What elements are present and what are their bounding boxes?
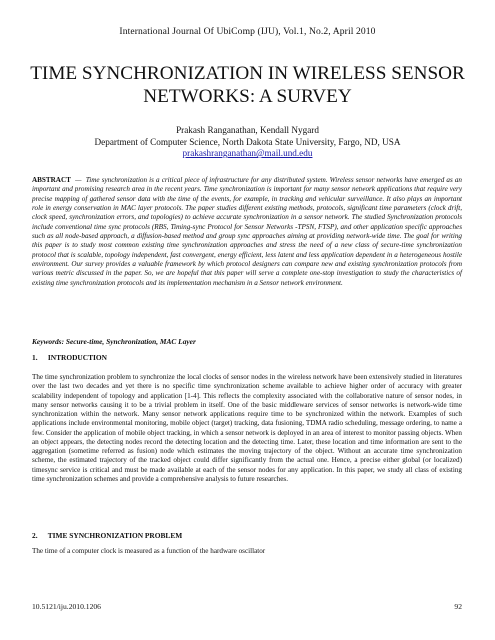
author-names: Prakash Ranganathan, Kendall Nygard	[176, 125, 319, 135]
author-affiliation: Department of Computer Science, North Dakota State University, Fargo, ND, USA	[94, 136, 401, 147]
author-block	[0, 125, 495, 160]
section-title: TIME SYNCHRONIZATION PROBLEM	[47, 531, 183, 540]
author-email-link[interactable]: prakashranganathan@mail.und.edu	[182, 148, 313, 159]
footer-doi: 10.5121/iju.2010.1206	[32, 602, 101, 611]
section-heading-introduction	[32, 353, 107, 362]
section-body-time-sync-problem: The time of a computer clock is measured as a function of the hardware oscillator	[32, 547, 266, 555]
keywords: Keywords: Secure-time, Synchronization, MAC Layer	[32, 337, 196, 346]
abstract-text: Time synchronization is a critical piece of infrastructure for any distributed system. Wireless sensor networks have emerged as an important and promising research area in the recent years. Time synchronization is important for many sensor network applications that require very precise mapping of gathered sensor data with the time of the events, for example, in tracking and vehicular surveillance. It also plays an important role in energy conservation in MAC layer protocols. The paper studies different existing methods, protocols, significant time parameters (clock drift, clock speed, synchronization errors, and topologies) to achieve accurate synchronization in a sensor network. The studied Synchronization protocols include conventional time sync protocols (RBS, Timing-sync Protocol for Sensor Networks -TPSN, FTSP), and other application specific approaches such as all node-based approach, a diffusion-based method and group sync approaches aiming at providing network-wide time. The goal for writing this paper is to study most common existing time synchronization approaches and stress the need of a new class of secure-time synchronization protocol that is scalable, topology independent, fast convergent, energy efficient, less latent and less application dependent in a heterogeneous hostile environment. Our survey provides a valuable framework by which protocol designers can compare new and existing synchronization protocols from various metric discussed in the paper. So, we are hopeful that this paper will serve a complete one-stop investigation to study the characteristics of existing time synchronization protocols and its implementation mechanism in a Sensor network environment.	[32, 176, 462, 287]
abstract-dash: —	[75, 176, 82, 184]
section-number: 1.	[32, 353, 38, 362]
abstract	[32, 176, 462, 288]
section-heading-time-sync-problem	[32, 531, 182, 540]
page-number: 92	[454, 602, 462, 611]
section-number: 2.	[32, 531, 38, 540]
abstract-label: ABSTRACT	[32, 176, 71, 184]
section-body-introduction: The time synchronization problem to synchronize the local clocks of sensor nodes in the wireless network have been extensively studied in literatures over the last two decades and yet there is no specific time synchronization scheme available to achieve higher order of accuracy with greater scalability independent of topology and application [1-4]. This reflects the complexity associated with the collaborative nature of sensor nodes, in many sensor networks causing it to be a trivial problem in itself. One of the basic middleware services of sensor networks is network-wide time synchronization within the network. Many sensor network applications require time to be synchronized within the network. Examples of such applications include environmental monitoring, mobile object (target) tracking, data fusioning, TDMA radio scheduling, message ordering, to name a few. Consider the application of mobile object tracking, in which a sensor network is deployed in an area of interest to monitor passing objects. When an object appears, the detecting nodes record the detecting location and the detecting time. Later, these location and time information are sent to the aggregation (sometime referred as fusion) node which estimates the moving trajectory of the object. Without an accurate time synchronization scheme, the estimated trajectory of the tracked object could differ significantly from the actual one. Hence, a precise either global (or localized) timesync service is critical and must be made available at each of the sensor nodes for any application. In this paper, we study all class of existing time synchronization schemes and provide a comprehensive analysis to future researches.	[32, 373, 462, 483]
journal-header: International Journal Of UbiComp (IJU), Vol.1, No.2, April 2010	[119, 26, 376, 37]
paper-title: TIME SYNCHRONIZATION IN WIRELESS SENSOR NETWORKS: A SURVEY	[30, 63, 465, 107]
section-title: INTRODUCTION	[47, 353, 107, 362]
